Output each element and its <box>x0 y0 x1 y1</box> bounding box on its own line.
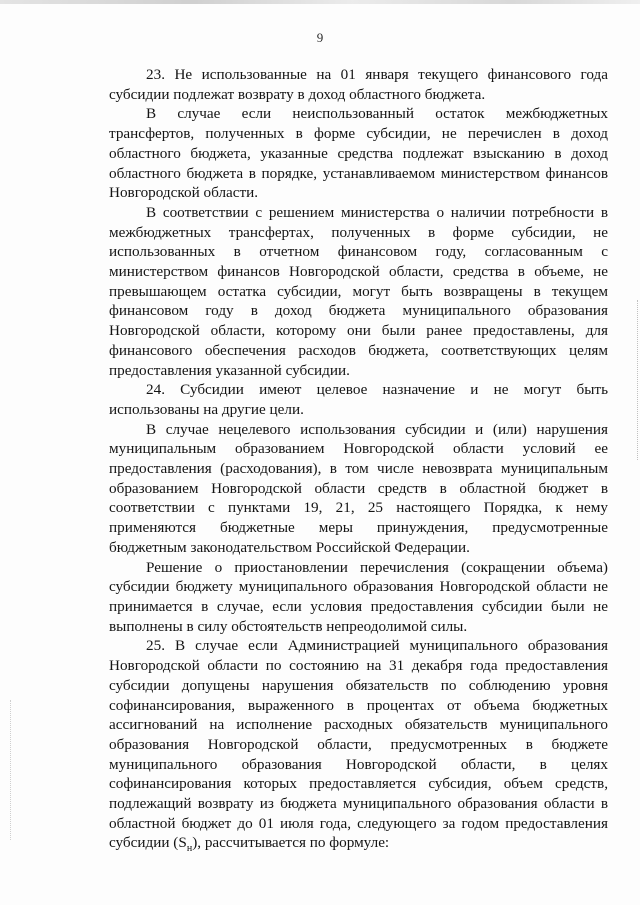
page-number: 9 <box>316 30 324 45</box>
paragraph-24-misuse: В случае нецелевого использования субсидии и (или) нарушения муниципальным образованием Новгородской области условий ее предоставления (расходования), в том числе невозврата муниципальным образованием Новгородской области средств в областной бюджет в соответствии с пунктами 19, 21, 25 настоящего Порядка, к нему применяются бюджетные меры принуждения, предусмотренные бюджетным законодательством Российской Федерации. <box>109 420 608 556</box>
document-body <box>109 65 608 859</box>
scan-edge-artifact <box>10 700 12 840</box>
paragraph-23-unspent-balance: В случае если неиспользованный остаток межбюджетных трансфертов, полученных в форме субсидии, не перечислен в доход областного бюджета, указанные средства подлежат взысканию в доход областного бюджета в порядке, устанавливаемом министерством финансов Новгородской области. <box>109 105 608 202</box>
paragraph-25-text: 25. В случае если Администрацией муниципального образования Новгородской области по состоянию на 31 декабря года предоставления субсидии допущены нарушения обязательств по соблюдению уровня софинансирования, выраженного в процентах от объема бюджетных ассигнований на исполнение расходных обязательств муниципального образования Новгородской области, предусмотренных в бюджете муниципального образования Новгородской области, в целях софинансирования которых предоставляется субсидия, объем средств, подлежащий возврату из бюджета муниципального образования области в областной бюджет до 01 июля года, следующего за годом предоставления субсидии (S <box>109 637 608 852</box>
paragraph-24: 24. Субсидии имеют целевое назначение и не могут быть использованы на другие цели. <box>109 381 608 418</box>
scan-edge-artifact <box>636 300 638 460</box>
paragraph-25 <box>109 636 608 859</box>
paragraph-23-return-decision: В соответствии с решением министерства о наличии потребности в межбюджетных трансфертах, полученных в форме субсидии, не использованных в отчетном финансовом году, согласованным с министерством финансов Новгородской области, средства в объеме, не превышающем остатка субсидии, могут быть возвращены в текущем финансовом году в доход бюджета муниципального образования Новгородской области, которому они были ранее предоставлены, для финансового обеспечения расходов бюджета, соответствующих целям предоставления указанной субсидии. <box>109 203 608 379</box>
paragraph-23: 23. Не использованные на 01 января текущего финансового года субсидии подлежат возврату в доход областного бюджета. <box>109 66 608 103</box>
paragraph-25-tail: ), рассчитывается по формуле: <box>192 834 390 852</box>
scan-edge-artifact <box>0 0 640 4</box>
formula-subscript: н <box>186 843 193 855</box>
paragraph-24-suspension: Решение о приостановлении перечисления (сокращении объема) субсидии бюджету муниципального образования Новгородской области не принимается в случае, если условия предоставления субсидии были не выполнены в силу обстоятельств непреодолимой силы. <box>109 558 608 635</box>
